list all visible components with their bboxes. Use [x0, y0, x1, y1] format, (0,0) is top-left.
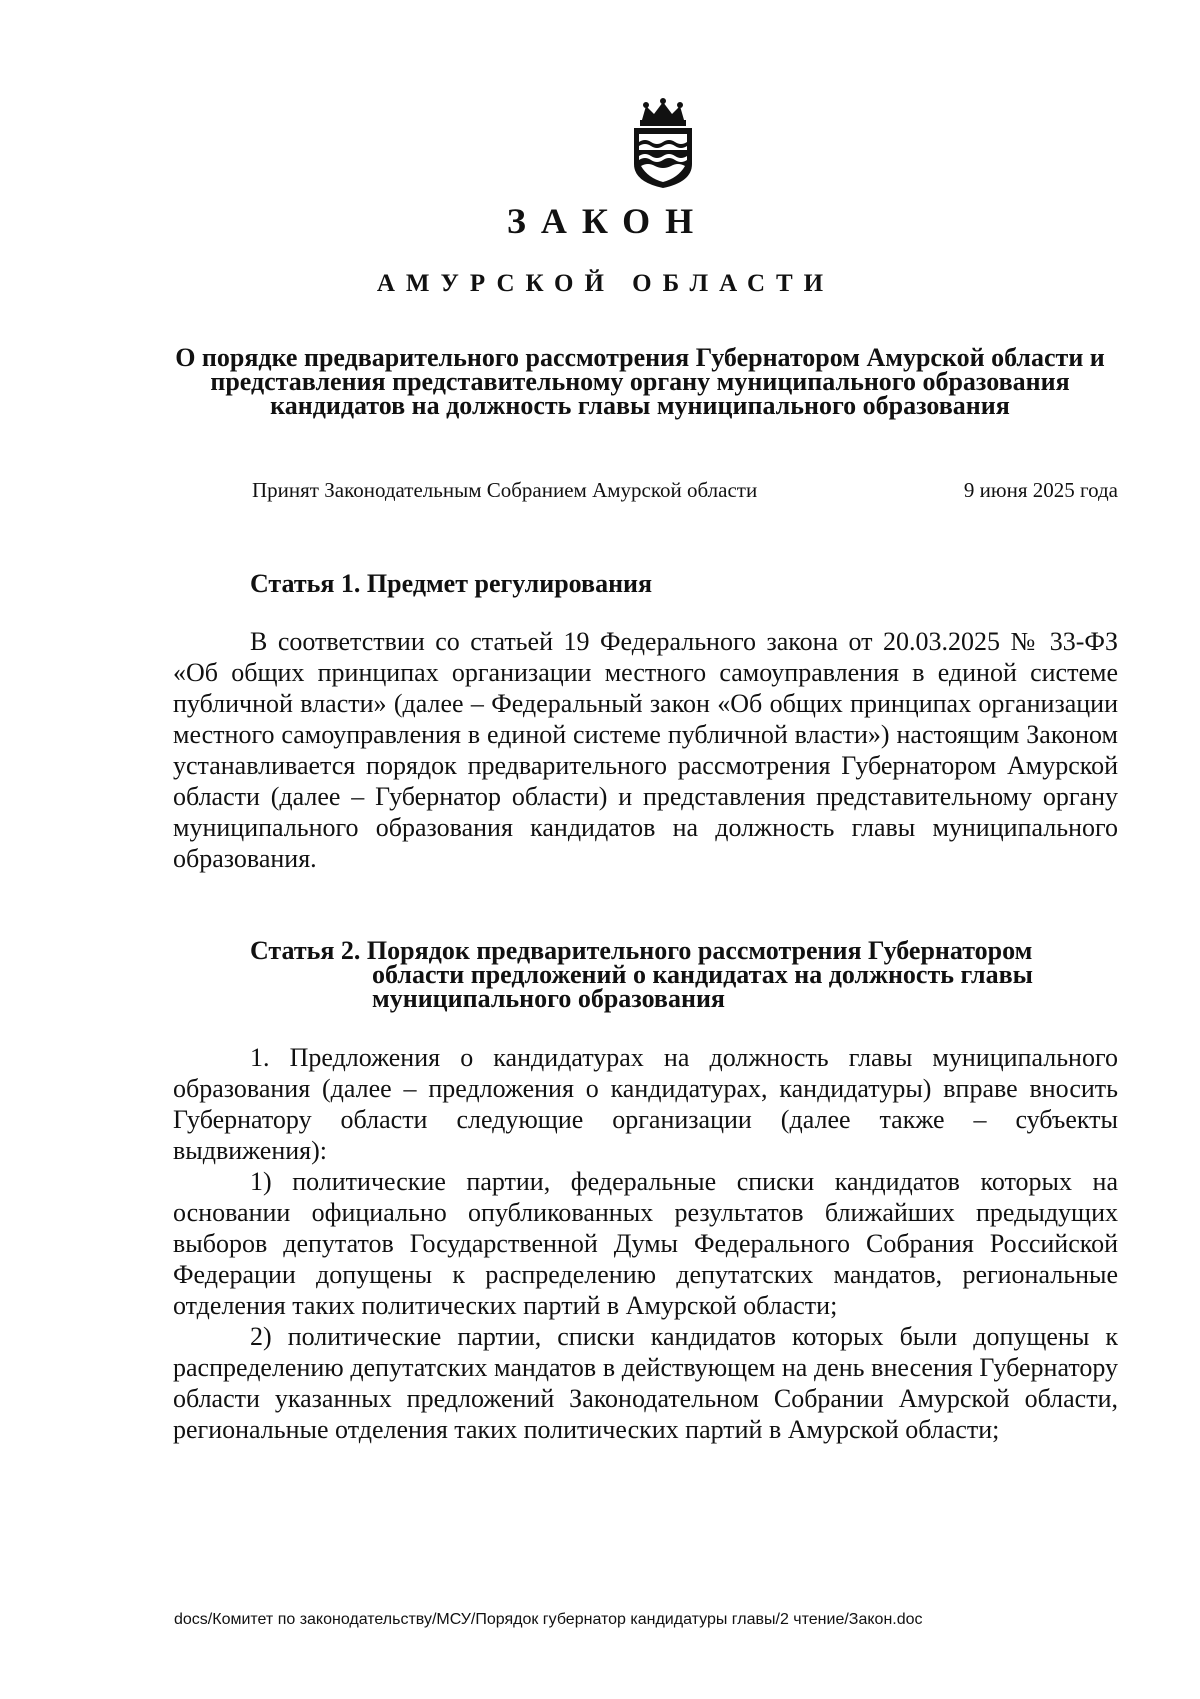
article-2-paragraph: 2) политические партии, списки кандидатов которых были допущены к распределению депутатских мандатов в действующем на день внесения Губернатору области указанных предложений Законодательном Собрании Амурской области, региональные отделения таких политических партий в Амурской области; — [173, 1322, 1118, 1444]
article-2-title-rest: области предложений о кандидатах на должность главы муниципального образования — [372, 960, 1033, 1013]
article-1-text — [173, 626, 1118, 874]
file-path-footer: docs/Комитет по законодательству/МСУ/Порядок губернатор кандидатуры главы/2 чтение/Закон.doc — [174, 1611, 923, 1628]
coat-of-arms-emblem-icon — [628, 98, 698, 190]
article-2-title — [250, 936, 1120, 1013]
adopted-by: Принят Законодательным Собранием Амурской области — [252, 478, 758, 502]
region-name: АМУРСКОЙ ОБЛАСТИ — [376, 270, 835, 297]
adoption-line — [252, 478, 1118, 503]
article-2-title-line1: Статья 2. Порядок предварительного рассмотрения Губернатором — [250, 936, 1033, 965]
adopted-date: 9 июня 2025 года — [963, 478, 1118, 502]
article-1-title: Статья 1. Предмет регулирования — [250, 569, 653, 598]
law-title: ЗАКОН — [506, 201, 709, 241]
article-2-paragraph: 1) политические партии, федеральные списки кандидатов которых на основании официально опубликованных результатов ближайших предыдущих выборов депутатов Государственной Думы Федерального Собрания Российской Федерации допущены к распределению депутатских мандатов, региональные отделения таких политических партий в Амурской области; — [173, 1167, 1118, 1320]
article-1-paragraph: В соответствии со статьей 19 Федерального закона от 20.03.2025 № 33-ФЗ «Об общих принципах организации местного самоуправления в единой системе публичной власти» (далее – Федеральный закон «Об общих принципах организации местного самоуправления в единой системе публичной власти») настоящим Законом устанавливается порядок предварительного рассмотрения Губернатором Амурской области (далее – Губернатор области) и представления представительному органу муниципального образования кандидатов на должность главы муниципального образования. — [173, 627, 1118, 873]
article-2-text — [173, 1042, 1118, 1445]
law-heading: О порядке предварительного рассмотрения Губернатором Амурской области и представления представительному органу муниципального образования кандидатов на должность главы муниципального образования — [175, 343, 1105, 420]
article-2-paragraph: 1. Предложения о кандидатурах на должность главы муниципального образования (далее – предложения о кандидатурах, кандидатуры) вправе вносить Губернатору области следующие организации (далее также – субъекты выдвижения): — [173, 1043, 1118, 1165]
